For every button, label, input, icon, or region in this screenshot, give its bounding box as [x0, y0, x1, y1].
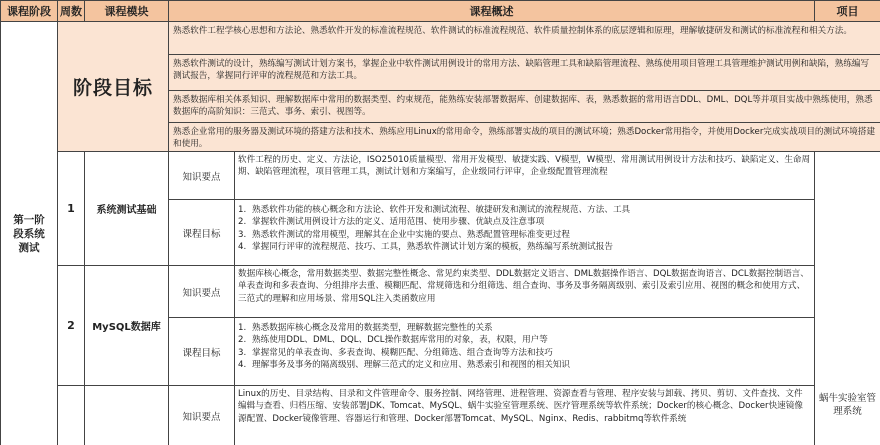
goals-heading: 阶段目标: [72, 77, 153, 99]
header-overview: 课程概述: [169, 0, 815, 22]
knowledge-text: 数据库核心概念，常用数据类型、数据完整性概念、常见约束类型、DDL数据定义语言、DML数据操作语言、DQL数据查询语言、DCL数据控制语言、单表查询和多表查询、分组排序去重、模糊匹配、常规筛选和分组筛选、组合查询、事务及事务隔离级别、索引及索引应用、视图的概念和使用方式、三范式的理解和应用场景、常用SQL注入类函数应用: [235, 266, 815, 318]
goal-label: 课程目标: [169, 318, 235, 386]
module-week: [58, 386, 85, 445]
goal-item: 熟悉数据库相关体系知识、理解数据库中常用的数据类型、约束规范，能熟练安装部署数据库、创建数据库、表，熟悉数据的常用语言DDL、DML、DQL等并项目实战中熟练使用，熟悉数据库的高阶知识：三范式、事务、索引、视图等。: [169, 91, 880, 123]
module-name: MySQL数据库: [85, 266, 169, 386]
goal-list-item: 3. 掌握常见的单表查询、多表查询、模糊匹配、分组筛选、组合查询等方法和技巧: [238, 347, 553, 358]
stage-name: 第一阶段系统测试: [13, 213, 45, 254]
goal-list-item: 2. 掌握软件测试用例设计方法的定义、适用范围、使用步骤、优缺点及注意事项: [238, 217, 545, 228]
goal-item: 熟悉软件测试的设计，熟练编写测试计划方案书，掌握企业中软件测试用例设计的常用方法、缺陷管理工具和缺陷管理流程、熟练使用项目管理工具管理维护测试用例和缺陷，熟练编写测试报告，掌握同行评审的流程规范和方法工具。: [169, 55, 880, 91]
goal-label: 课程目标: [169, 200, 235, 266]
module-week: 1: [58, 152, 85, 266]
header-week: 周数: [58, 0, 85, 22]
knowledge-label: 知识要点: [169, 386, 235, 445]
knowledge-label: 知识要点: [169, 266, 235, 318]
goal-list: [235, 200, 815, 266]
goal-list-item: 4. 理解事务及事务的隔离级别、理解三范式的定义和应用、熟悉索引和视图的相关知识: [238, 359, 570, 370]
stage-cell: [0, 22, 58, 445]
goal-item: 熟悉软件工程学核心思想和方法论、熟悉软件开发的标准流程规范、软件测试的标准流程规范、软件质量控制体系的底层逻辑和原理，理解敏捷研发和测试的标准流程和相关方法。: [169, 22, 880, 55]
goals-heading-cell: [58, 22, 169, 152]
goal-item: 熟悉企业常用的服务器及测试环境的搭建方法和技术、熟练应用Linux的常用命令，熟练部署实战的项目的测试环境；熟悉Docker常用指令，并使用Docker完成实战项目的测试环境搭建和使用。: [169, 123, 880, 152]
module-name: 系统测试基础: [85, 152, 169, 266]
goal-list-item: 3. 熟悉软件测试的常用模型，理解其在企业中实施的要点、熟悉配置管理标准变更过程: [238, 229, 570, 240]
header-project: 项目: [815, 0, 880, 22]
goal-list-item: 1. 熟悉软件功能的核心概念和方法论、软件开发和测试流程、敏捷研发和测试的流程规范、方法、工具: [238, 205, 631, 215]
module-week: 2: [58, 266, 85, 386]
knowledge-text: 软件工程的历史、定义、方法论，ISO25010质量模型、常用开发模型、敏捷实践、V模型，W模型、常用测试用例设计方法和技巧、缺陷定义、生命周期、缺陷管理流程，项目管理工具，测试计划和方案编写，企业级同行评审，企业级配置管理流程: [235, 152, 815, 200]
goal-list-item: 1. 熟悉数据库核心概念及常用的数据类型，理解数据完整性的关系: [238, 323, 493, 333]
header-stage: 课程阶段: [0, 0, 58, 22]
goal-list-item: 2. 熟练使用DDL、DML、DQL、DCL操作数据库常用的对象，表，权限，用户等: [238, 335, 548, 346]
project-name: 蜗牛实验室管理系统: [818, 393, 876, 417]
knowledge-text: Linux的历史、目录结构、目录和文件管理命令、服务控制、网络管理、进程管理、资源查看与管理、程序安装与卸载、拷贝、剪切、文件查找、文件编辑与查看、归档压缩、安装部署JDK、Tomcat、MySQL、蜗牛实验室管理系统、医疗管理系统等软件系统；Docker的核心概念、Docker快速镜像源配置、Docker镜像管理、容器运行和管理、Docker部署Tomcat、MySQL、Nginx、Redis、rabbitmq等软件系统: [235, 386, 815, 445]
project-cell: [815, 152, 880, 445]
knowledge-label: 知识要点: [169, 152, 235, 200]
goal-list: [235, 318, 815, 386]
header-module: 课程模块: [85, 0, 169, 22]
module-name: [85, 386, 169, 445]
goal-list-item: 4. 掌握同行评审的流程规范、技巧、工具，熟悉软件测试计划方案的模板，熟练编写系统测试报告: [238, 241, 613, 252]
